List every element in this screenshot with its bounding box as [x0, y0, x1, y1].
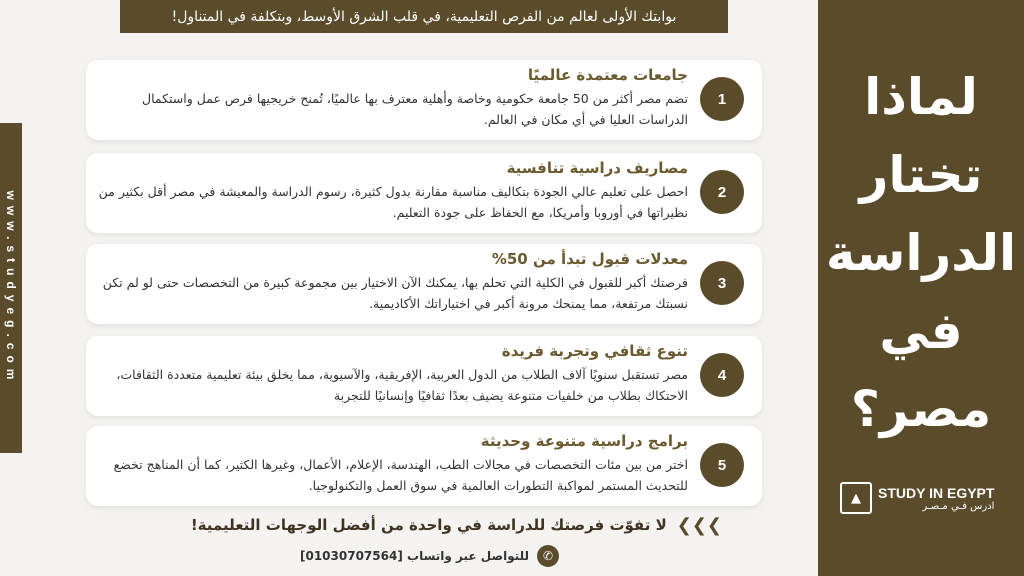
headline-line: مصر؟ [850, 380, 992, 438]
website-strip [0, 123, 22, 453]
reason-number-badge: 1 [700, 77, 744, 121]
brand-logo [840, 482, 994, 514]
banner-text: بوابتك الأولى لعالم من الفرص التعليمية، في قلب الشرق الأوسط، وبتكلفة في المتناول! [171, 8, 677, 25]
headline-line: الدراسة [825, 224, 1017, 282]
reason-card-1 [86, 60, 762, 140]
reason-number-badge: 3 [700, 261, 744, 305]
reason-title: تنوع ثقافي وتجربة فريدة [501, 342, 688, 360]
phone-icon: ✆ [537, 545, 559, 567]
reason-card-5 [86, 426, 762, 506]
reason-title: معدلات قبول تبدأ من 50% [491, 250, 688, 268]
reason-number-badge: 2 [700, 170, 744, 214]
chevrons-icon: ❯❯❯ [676, 514, 722, 536]
website-url[interactable]: www.studyeg.com [4, 190, 18, 386]
reason-title: جامعات معتمدة عالميًا [527, 66, 688, 84]
brand-tagline: ادرس فـي مـصـر [922, 500, 995, 512]
top-banner [120, 0, 728, 33]
headline-line: في [879, 302, 963, 360]
headline-line: تختار [859, 146, 983, 204]
whatsapp-contact[interactable] [300, 543, 559, 569]
contact-text: للتواصل عبر واتساب [01030707564] [300, 549, 530, 563]
reason-body: فرصتك أكبر للقبول في الكلية التي تحلم بها، يمكنك الآن الاختيار بين مجموعة كبيرة من التخصصات حتى لو لم تكن نسبتك مرتفعة، مما يمنحك مرونة أكبر في اختياراتك الأكاديمية. [102, 275, 688, 311]
reason-body: تضم مصر أكثر من 50 جامعة حكومية وخاصة وأهلية معترف بها عالميًا، تُمنح خريجيها فرص عمل واستكمال الدراسات العليا في أي مكان في العالم. [142, 91, 688, 127]
reason-body: مصر تستقبل سنويًا آلاف الطلاب من الدول العربية، الإفريقية، والآسيوية، مما يخلق بيئة تعليمية متعددة الثقافات، الاحتكاك بطلاب من خلفيات متنوعة يضيف بعدًا ثقافيًا وإنسانيًا للتجربة [116, 367, 688, 403]
reason-card-2 [86, 153, 762, 233]
page-title [818, 58, 1024, 448]
reason-body: اختر من بين مئات التخصصات في مجالات الطب، الهندسة، الإعلام، الأعمال، وغيرها الكثير، كما أن المناهج تخضع للتحديث المستمر لمواكبة التطورات العالمية في سوق العمل والتكنولوجيا. [113, 457, 688, 493]
reason-number-badge: 4 [700, 353, 744, 397]
graduation-cap-icon: ▲ [840, 482, 872, 514]
reason-number-badge: 5 [700, 443, 744, 487]
brand-name: STUDY IN EGYPT [878, 484, 995, 501]
headline-line: لماذا [864, 68, 978, 126]
reason-title: مصاريف دراسية تنافسية [506, 159, 688, 177]
call-to-action [120, 512, 722, 538]
reason-card-3 [86, 244, 762, 324]
reason-title: برامج دراسية متنوعة وحديثة [480, 432, 688, 450]
reason-card-4 [86, 336, 762, 416]
reason-body: احصل على تعليم عالي الجودة بتكاليف مناسبة مقارنة بدول كثيرة، رسوم الدراسة والمعيشة في مصر أقل بكثير من نظيراتها في أوروبا وأمريكا، مع الحفاظ على جودة التعليم. [98, 184, 688, 220]
cta-text: لا تفوّت فرصتك للدراسة في واحدة من أفضل الوجهات التعليمية! [190, 516, 667, 534]
